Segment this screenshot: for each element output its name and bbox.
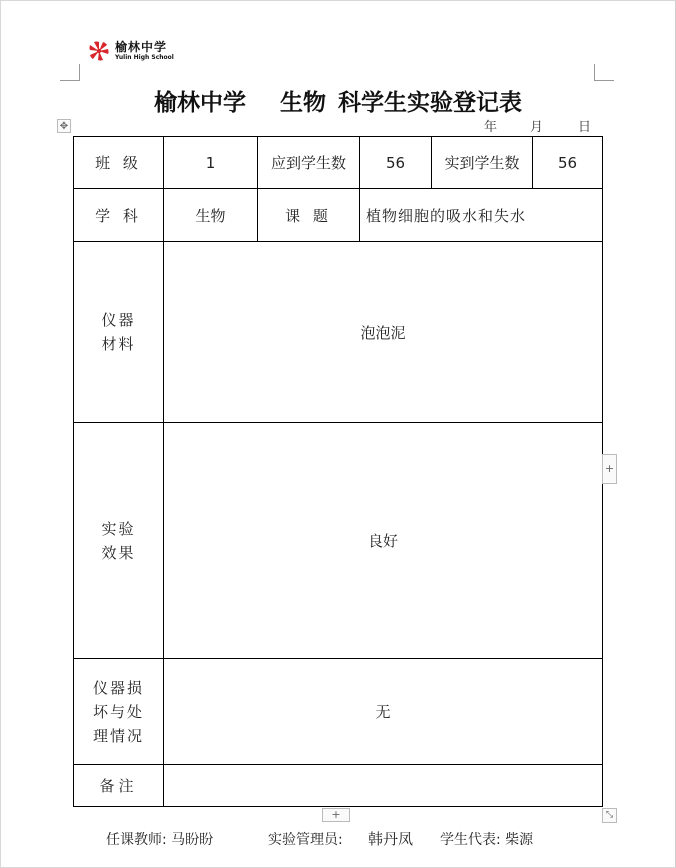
effect-value[interactable]: 良好	[164, 423, 603, 659]
manager-name: 韩丹凤	[368, 830, 414, 848]
expected-students-value[interactable]: 56	[360, 137, 432, 189]
title-subject: 生物	[280, 90, 326, 116]
manager-label: 实验管理员:	[268, 832, 343, 848]
add-row-button[interactable]: +	[322, 808, 350, 822]
date-day: 日	[578, 120, 592, 135]
date-year: 年	[484, 120, 498, 135]
table-resize-handle[interactable]: ⤡	[602, 808, 617, 823]
effect-label-line-1: 实验	[101, 519, 136, 538]
table-row-materials	[74, 242, 603, 423]
date-month: 月	[530, 120, 544, 135]
school-logo	[88, 40, 174, 62]
logo-english-name: Yulin High School	[115, 54, 174, 61]
effect-label-line-2: 效果	[101, 543, 136, 562]
class-value[interactable]: 1	[164, 137, 258, 189]
remark-label: 备注	[74, 765, 164, 807]
subject-value[interactable]: 生物	[164, 189, 258, 242]
school-emblem-icon	[88, 40, 110, 62]
student-representative: 学生代表: 柴源	[440, 832, 534, 848]
damage-label	[74, 659, 164, 765]
logo-chinese-name: 榆林中学	[115, 40, 168, 54]
damage-label-line-2: 坏与处	[92, 702, 144, 721]
class-label: 班 级	[74, 137, 164, 189]
table-row-damage	[74, 659, 603, 765]
topic-value[interactable]: 植物细胞的吸水和失水	[360, 189, 603, 242]
registration-table	[73, 136, 603, 807]
corner-mark-top-right	[594, 64, 614, 81]
materials-label	[74, 242, 164, 423]
title-school: 榆林中学	[154, 90, 246, 116]
subject-label: 学 科	[74, 189, 164, 242]
table-row-remark	[74, 765, 603, 807]
table-row-effect	[74, 423, 603, 659]
remark-value[interactable]	[164, 765, 603, 807]
date-line	[484, 116, 591, 135]
table-move-handle[interactable]: ✥	[57, 119, 71, 133]
expected-students-label: 应到学生数	[258, 137, 360, 189]
corner-mark-top-left	[60, 64, 80, 81]
corner-mark-top-left-vertical	[79, 64, 80, 80]
actual-students-value[interactable]: 56	[533, 137, 603, 189]
damage-label-line-1: 仪器损	[92, 678, 144, 697]
teacher-signature: 任课教师: 马盼盼	[106, 832, 214, 848]
add-column-button[interactable]: +	[602, 454, 617, 484]
materials-value[interactable]: 泡泡泥	[164, 242, 603, 423]
materials-label-line-2: 材料	[101, 335, 136, 353]
signature-footer	[106, 828, 533, 849]
table-row-class	[74, 137, 603, 189]
table-row-subject	[74, 189, 603, 242]
topic-label: 课 题	[258, 189, 360, 242]
effect-label	[74, 423, 164, 659]
page-title	[0, 84, 676, 117]
materials-label-line-1: 仪器	[101, 311, 136, 329]
corner-mark-top-right-vertical	[594, 64, 595, 80]
title-form-name: 科学生实验登记表	[338, 90, 522, 116]
actual-students-label: 实到学生数	[432, 137, 533, 189]
damage-label-line-3: 理情况	[92, 726, 144, 745]
damage-value[interactable]: 无	[164, 659, 603, 765]
